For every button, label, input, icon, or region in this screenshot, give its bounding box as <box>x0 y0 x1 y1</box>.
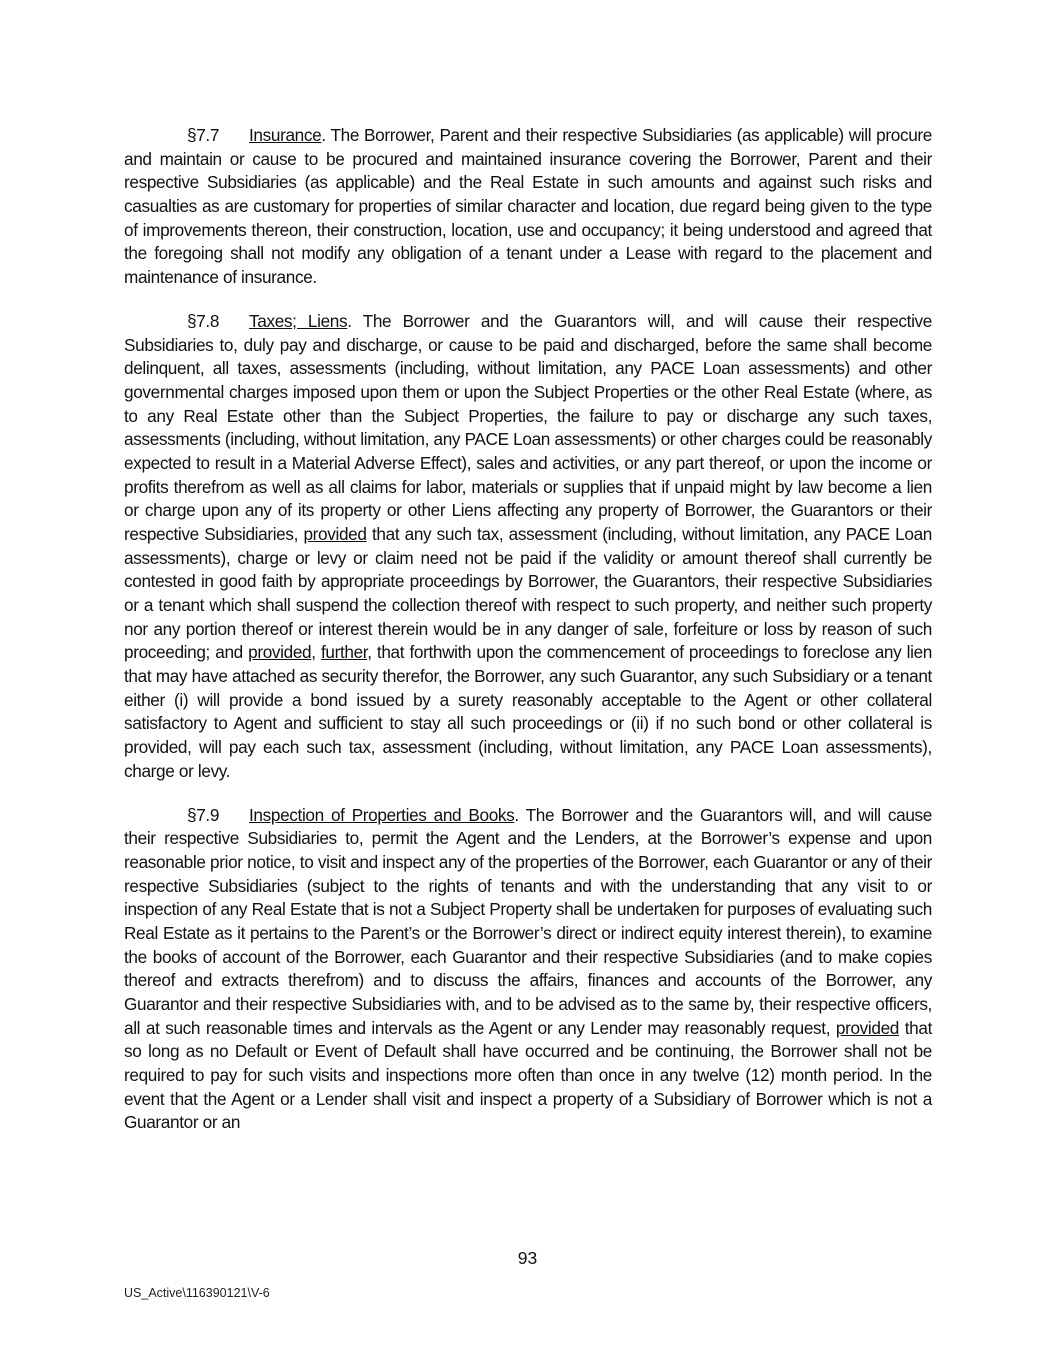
section-body-text: . The Borrower and the Guarantors will, and will cause their respective Subsidiaries to, permit the Agent and the Lenders, at the Borrower’s expense and upon reasonable prior notice, to visit and inspect any of the properties of the Borrower, each Guarantor or any of their respective Subsidiaries (subject to the rights of tenants and with the understanding that any visit to or inspection of any Real Estate that is not a Subject Property shall be undertaken for purposes of evaluating such Real Estate as it pertains to the Parent’s or the Borrower’s direct or indirect equity interest therein), to examine the books of account of the Borrower, each Guarantor and their respective Subsidiaries (and to make copies thereof and extracts therefrom) and to discuss the affairs, finances and accounts of the Borrower, any Guarantor and their respective Subsidiaries with, and to be advised as to the same by, their respective officers, all at such reasonable times and intervals as the Agent or any Lender may reasonably request, <box>124 804 932 1038</box>
section-7-9-paragraph <box>124 804 932 1135</box>
underlined-term-provided: provided <box>248 642 312 663</box>
section-heading: Taxes; Liens <box>249 311 348 332</box>
underlined-term-further: further <box>320 642 368 663</box>
document-footer-id: US_Active\116390121\V-6 <box>124 1286 270 1300</box>
page-number: 93 <box>517 1248 538 1268</box>
section-number: §7.7 <box>187 125 220 145</box>
section-number: §7.9 <box>187 804 220 825</box>
underlined-term-provided: provided <box>303 524 367 544</box>
document-page <box>124 124 932 1155</box>
section-body-text: that any such tax, assessment (including, without limitation, any PACE Loan assessments), charge or levy or claim need not be paid if the validity or amount thereof shall currently be contested in good faith by appropriate proceedings by Borrower, the Guarantors, their respective Subsidiaries or a tenant which shall suspend the collection thereof with respect to such property, and neither such property nor any portion thereof or interest therein would be in any danger of sale, forfeiture or loss by reason of such proceeding; and <box>124 524 932 663</box>
section-body-text: . The Borrower, Parent and their respective Subsidiaries (as applicable) will procure and maintain or cause to be procured and maintained insurance covering the Borrower, Parent and their respective Subsidiaries (as applicable) and the Real Estate in such amounts and against such risks and casualties as are customary for properties of similar character and location, due regard being given to the type of improvements thereon, their construction, location, use and occupancy; it being understood and agreed that the foregoing shall not modify any obligation of a tenant under a Lease with regard to the placement and maintenance of insurance. <box>124 125 932 287</box>
section-body-text: . The Borrower and the Guarantors will, and will cause their respective Subsidiaries to, duly pay and discharge, or cause to be paid and discharged, before the same shall become delinquent, all taxes, assessments (including, without limitation, any PACE Loan assessments) and other governmental charges imposed upon them or upon the Subject Properties or the other Real Estate (where, as to any Real Estate other than the Subject Properties, the failure to pay or discharge any such taxes, assessments (including, without limitation, any PACE Loan assessments) or other charges could be reasonably expected to result in a Material Adverse Effect), sales and activities, or any part thereof, or upon the income or profits therefrom as well as all claims for labor, materials or supplies that if unpaid might by law become a lien or charge upon any of its property or other Liens affecting any property of Borrower, the Guarantors or their respective Subsidiaries, <box>124 311 932 544</box>
section-body-text: , <box>311 642 321 663</box>
section-heading: Insurance <box>249 125 322 145</box>
section-body-text: , that forthwith upon the commencement of proceedings to foreclose any lien that may have attached as security therefor, the Borrower, any such Guarantor, any such Subsidiary or a tenant either (i) will provide a bond issued by a surety reasonably acceptable to the Agent or other collateral satisfactory to Agent and sufficient to stay all such proceedings or (ii) if no such bond or other collateral is provided, will pay each such tax, assessment (including, without limitation, any PACE Loan assessments), charge or levy. <box>124 642 932 781</box>
section-7-7-paragraph <box>124 124 932 290</box>
section-body-text: that so long as no Default or Event of Default shall have occurred and be continuing, the Borrower shall not be required to pay for such visits and inspections more often than once in any twelve (12) month period. In the event that the Agent or a Lender shall visit and inspect a property of a Subsidiary of Borrower which is not a Guarantor or an <box>124 1017 932 1133</box>
section-7-8-paragraph <box>124 310 932 783</box>
section-heading: Inspection of Properties and Books <box>249 804 515 825</box>
section-number: §7.8 <box>187 311 220 332</box>
underlined-term-provided: provided <box>835 1017 900 1038</box>
